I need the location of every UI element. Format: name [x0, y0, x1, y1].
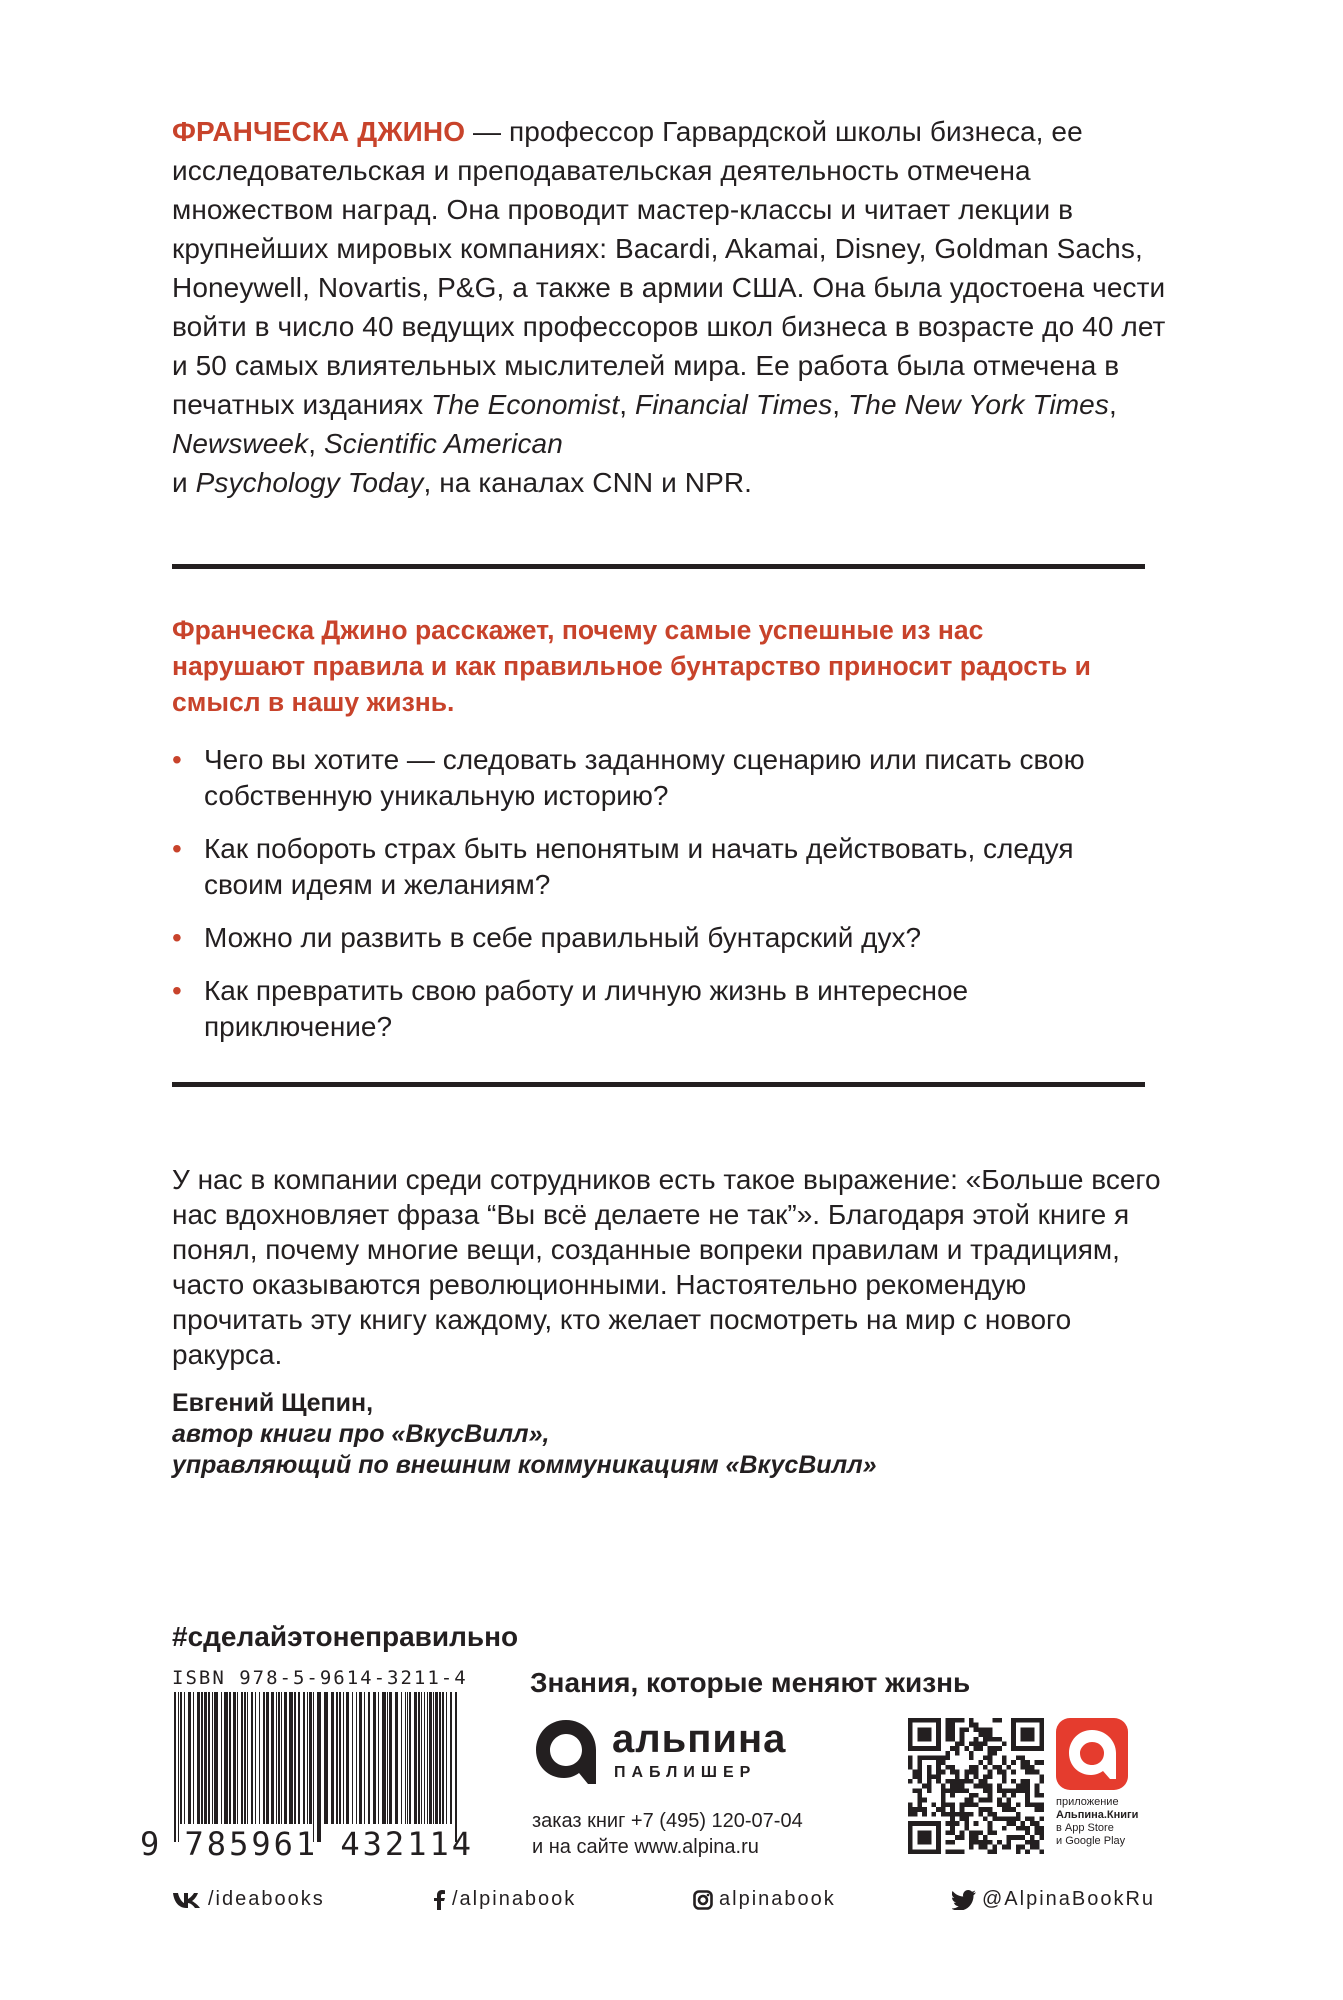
author-role: автор книги про «ВкусВилл»,: [172, 1420, 550, 1448]
testimonial-quote: У нас в компании среди сотрудников есть такое выражение: «Больше всего нас вдохновляет фраза “Вы всё делаете не так”». Благодаря этой книге я понял, почему многие вещи, созданные вопреки правилам и традициям, часто оказываются революционными. Настоятельно рекомендую прочитать эту книгу каждому, кто желает посмотреть на мир с нового ракурса.: [172, 1164, 1161, 1370]
social-vk[interactable]: /ideabooks: [172, 1888, 325, 1911]
bullet-icon: •: [172, 922, 182, 953]
publication-name: Scientific American: [323, 428, 563, 459]
list-item: • Как побороть страх быть непонятым и начать действовать, следуя своим идеям и желаниям?: [172, 833, 1074, 900]
app-icon: [1056, 1718, 1128, 1790]
publication-name: Newsweek: [172, 428, 309, 459]
publisher-subtitle: ПАБЛИШЕР: [614, 1764, 757, 1781]
order-website: и на сайте www.alpina.ru: [532, 1836, 759, 1858]
publication-name: The New York Times: [848, 389, 1109, 420]
publication-name: Financial Times: [634, 389, 833, 420]
vk-icon: [172, 1891, 202, 1909]
social-facebook[interactable]: /alpinabook: [434, 1888, 576, 1911]
alpina-logo-icon: [530, 1716, 602, 1788]
bullet-icon: •: [172, 744, 182, 775]
list-item: • Как превратить свою работу и личную жизнь в интересное приключение?: [172, 975, 969, 1042]
publication-name: The Economist: [431, 389, 620, 420]
list-item: • Можно ли развить в себе правильный бунтарский дух?: [172, 920, 1132, 956]
social-instagram[interactable]: alpinabook: [693, 1888, 836, 1911]
barcode-digits: 9 785961 432114: [140, 1825, 474, 1863]
author-name: Евгений Щепин,: [172, 1389, 374, 1417]
divider: [172, 1082, 1145, 1087]
publisher-slogan: Знания, которые меняют жизнь: [530, 1667, 971, 1698]
barcode-icon: [172, 1692, 462, 1842]
twitter-icon: [952, 1890, 976, 1910]
social-twitter[interactable]: @AlpinaBookRu: [952, 1888, 1155, 1911]
author-role: управляющий по внешним коммуникациям «ВкусВилл»: [172, 1451, 877, 1479]
list-item: • Чего вы хотите — следовать заданному сценарию или писать свою собственную уникальную историю?: [172, 744, 1085, 811]
author-bio: ФРАНЧЕСКА ДЖИНО — профессор Гарвардской школы бизнеса, ее исследовательская и преподавательская деятельность отмечена множеством наград. Она проводит мастер-классы и читает лекции в крупнейших мировых компаниях: Bacardi, Akamai, Disney, Goldman Sachs, Honeywell, Novartis, P&G, а также в армии США. Она была удостоена чести войти в число 40 ведущих профессоров школ бизнеса в возрасте до 40 лет и 50 самых влиятельных мыслителей мира. Ее работа была отмечена в печатных изданиях The Economist, Financial Times, The New York Times, Newsweek, Scientific American и Psychology Today, на каналах CNN и NPR.: [172, 116, 1166, 498]
bullet-icon: •: [172, 975, 182, 1006]
testimonial-author: [172, 1388, 1152, 1481]
divider: [172, 564, 1145, 569]
isbn-label: ISBN 978-5-9614-3211-4: [172, 1667, 468, 1689]
author-name: ФРАНЧЕСКА ДЖИНО: [172, 116, 466, 147]
facebook-icon: [434, 1890, 446, 1910]
bullet-icon: •: [172, 833, 182, 864]
instagram-icon: [693, 1890, 713, 1910]
order-phone: заказ книг +7 (495) 120-07-04: [532, 1810, 803, 1832]
publisher-name: альпина: [612, 1717, 787, 1761]
app-caption: приложение Альпина.Книги в App Store и Google Play: [1056, 1796, 1139, 1847]
hashtag: #сделайэтонеправильно: [172, 1621, 519, 1652]
publication-name: Psychology Today: [195, 467, 424, 498]
question-list: [172, 742, 1132, 1062]
lead-text: Франческа Джино расскажет, почему самые успешные из нас нарушают правила и как правильное бунтарство приносит радость и смысл в нашу жизнь.: [172, 615, 1091, 717]
qr-code-icon: [908, 1718, 1044, 1854]
